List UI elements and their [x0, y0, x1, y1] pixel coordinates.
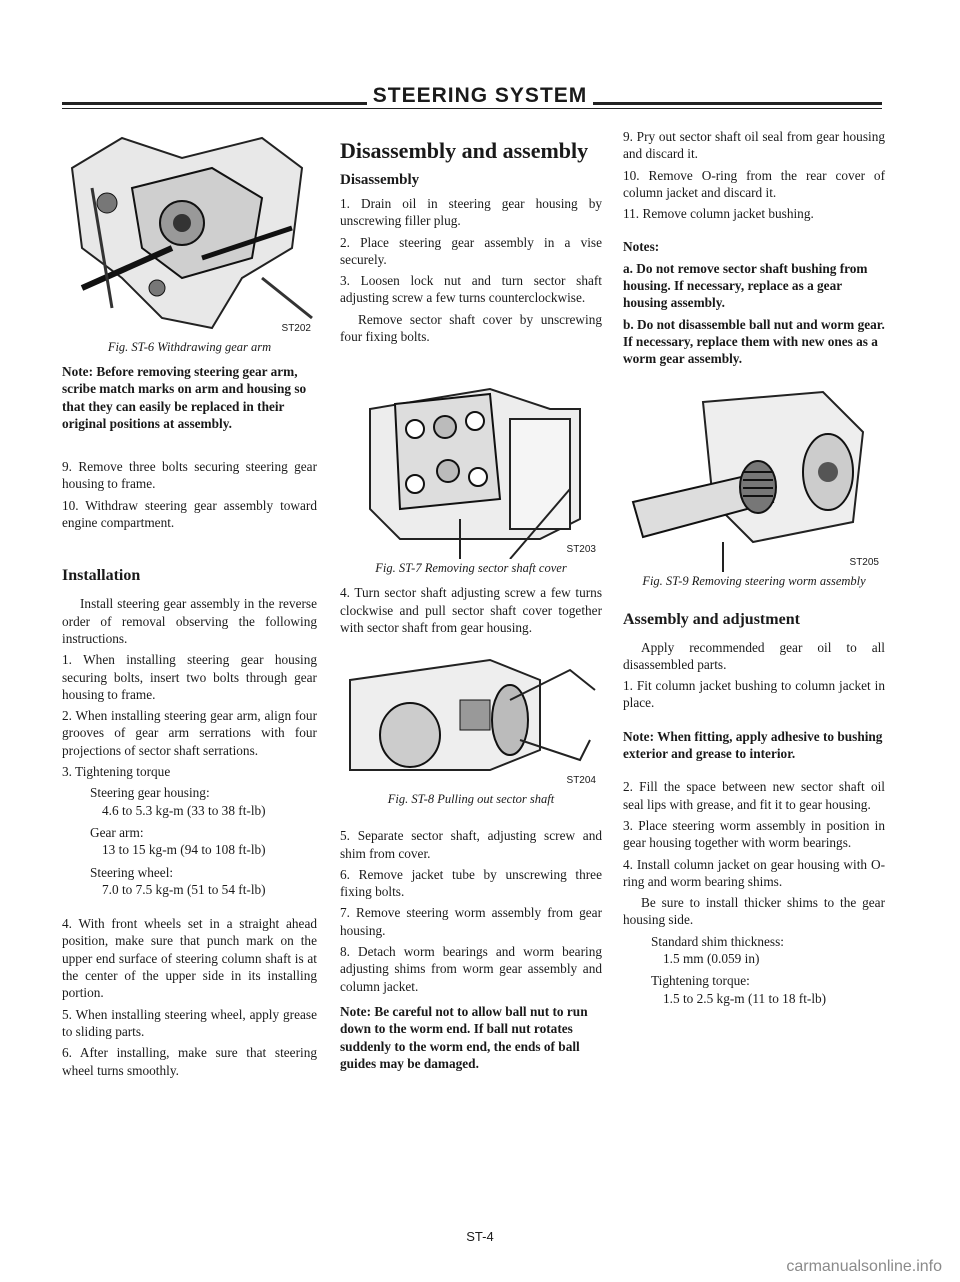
figure-st6 [62, 128, 317, 338]
note: Note: When fitting, apply adhesive to bushing exterior and grease to interior. [623, 728, 883, 762]
step-4: 4. Turn sector shaft adjusting screw a few turns clockwise and pull sector shaft cover together with sector shaft from gear housing. [340, 585, 602, 635]
note: Note: Before removing steering gear arm, scribe match marks on arm and housing so that they can easily be replaced in their original positions at assembly. [62, 364, 307, 431]
step-11: 11. Remove column jacket bushing. [623, 206, 814, 222]
column-right [623, 128, 885, 1012]
torque-value: 7.0 to 7.5 kg-m (51 to 54 ft-lb) [102, 881, 266, 897]
figure-id: ST204 [566, 775, 596, 787]
installation-step-5: 5. When installing steering wheel, apply grease to sliding parts. [62, 1006, 317, 1039]
figure-id: ST202 [281, 323, 311, 334]
installation-step-6: 6. After installing, make sure that steering wheel turns smoothly. [62, 1045, 317, 1078]
page-title: STEERING SYSTEM [367, 84, 594, 107]
installation-step-4: 4. With front wheels set in a straight ahead position, make sure that punch mark on the upper end surface of steering column shaft is at the center of the upper side in its installing portion. [62, 916, 317, 1001]
page-header [0, 84, 960, 108]
figure-st7 [340, 349, 602, 559]
installation-intro: Install steering gear assembly in the reverse order of removal observing the following instructions. [62, 596, 317, 646]
assembly-step-4: 4. Install column jacket on gear housing with O-ring and worm bearing shims. [623, 856, 885, 889]
step-8: 8. Detach worm bearings and worm bearing adjusting shims from worm gear assembly and column jacket. [340, 944, 602, 994]
assembly-heading: Assembly and adjustment [623, 610, 800, 628]
column-left [62, 128, 317, 1083]
assembly-intro: Apply recommended gear oil to all disassembled parts. [623, 639, 885, 672]
step-10: 10. Remove O-ring from the rear cover of column jacket and discard it. [623, 167, 885, 200]
note: Note: Be careful not to allow ball nut to run down to the worm end. If ball nut rotates suddenly to the worm end, the ends of ball guides may be damaged. [340, 1003, 588, 1071]
note-a: a. Do not remove sector shaft bushing from housing. If necessary, replace as a gear housing assembly. [623, 260, 868, 311]
torque-label: Steering gear housing: [90, 785, 210, 801]
figure-caption: Fig. ST-8 Pulling out sector shaft [387, 792, 555, 807]
torque-value: 13 to 15 kg-m (94 to 108 ft-lb) [102, 842, 266, 858]
step-9: 9. Remove three bolts securing steering gear housing to frame. [62, 459, 317, 492]
steering-worm-illustration [623, 372, 885, 572]
pulling-sector-shaft-illustration [340, 640, 602, 790]
assembly-step-1: 1. Fit column jacket bushing to column jacket in place. [623, 678, 885, 711]
sector-shaft-cover-illustration [340, 349, 602, 559]
watermark: carmanualsonline.info [786, 1258, 942, 1275]
assembly-step-3: 3. Place steering worm assembly in position in gear housing together with worm bearings. [623, 817, 885, 851]
torque-label: Gear arm: [90, 824, 144, 840]
spec-value: 1.5 to 2.5 kg-m (11 to 18 ft-lb) [663, 990, 827, 1006]
figure-st8 [340, 640, 602, 790]
step-2: 2. Place steering gear assembly in a vise securely. [340, 234, 602, 267]
step-3b: Remove sector shaft cover by unscrewing four fixing bolts. [340, 311, 602, 345]
step-5: 5. Separate sector shaft, adjusting screw and shim from cover. [340, 828, 602, 861]
figure-id: ST203 [566, 544, 596, 556]
installation-heading: Installation [62, 567, 141, 585]
notes-heading: Notes: [623, 239, 660, 255]
note-b: b. Do not disassemble ball nut and worm gear. If necessary, replace them with new ones as a worm gear assembly. [623, 316, 885, 367]
torque-label: Steering wheel: [90, 864, 174, 880]
header-rule-thin [62, 108, 882, 109]
assembly-step-2: 2. Fill the space between new sector shaft oil seal lips with grease, and fit it to gear housing. [623, 779, 885, 812]
figure-id: ST205 [849, 556, 879, 568]
figure-st9 [623, 372, 885, 572]
step-9: 9. Pry out sector shaft oil seal from gear housing and discard it. [623, 129, 885, 162]
page-number: ST-4 [466, 1229, 494, 1244]
withdrawing-gear-arm-illustration [62, 128, 317, 338]
assembly-step-4b: Be sure to install thicker shims to the gear housing side. [623, 895, 885, 928]
spec-value: 1.5 mm (0.059 in) [663, 951, 760, 967]
figure-caption: Fig. ST-9 Removing steering worm assembly [642, 573, 866, 588]
figure-caption: Fig. ST-6 Withdrawing gear arm [107, 340, 272, 354]
spec-label: Standard shim thickness: [651, 933, 784, 949]
subsection-heading: Disassembly [340, 172, 420, 188]
column-middle [340, 128, 602, 1076]
step-3: 3. Loosen lock nut and turn sector shaft adjusting screw a few turns counterclockwise. [340, 273, 602, 306]
step-7: 7. Remove steering worm assembly from gear housing. [340, 905, 602, 938]
step-1: 1. Drain oil in steering gear housing by unscrewing filler plug. [340, 196, 602, 229]
step-6: 6. Remove jacket tube by unscrewing three fixing bolts. [340, 866, 602, 900]
installation-step-2: 2. When installing steering gear arm, align four grooves of gear arm serrations with four projections of sector shaft serrations. [62, 708, 317, 758]
installation-step-3: 3. Tightening torque [62, 764, 171, 780]
section-heading: Disassembly and assembly [340, 138, 589, 163]
figure-caption: Fig. ST-7 Removing sector shaft cover [375, 561, 567, 576]
torque-value: 4.6 to 5.3 kg-m (33 to 38 ft-lb) [102, 802, 266, 818]
step-10: 10. Withdraw steering gear assembly toward engine compartment. [62, 497, 317, 531]
spec-label: Tightening torque: [651, 973, 750, 989]
installation-step-1: 1. When installing steering gear housing securing bolts, insert two bolts through gear housing to frame. [62, 652, 317, 702]
